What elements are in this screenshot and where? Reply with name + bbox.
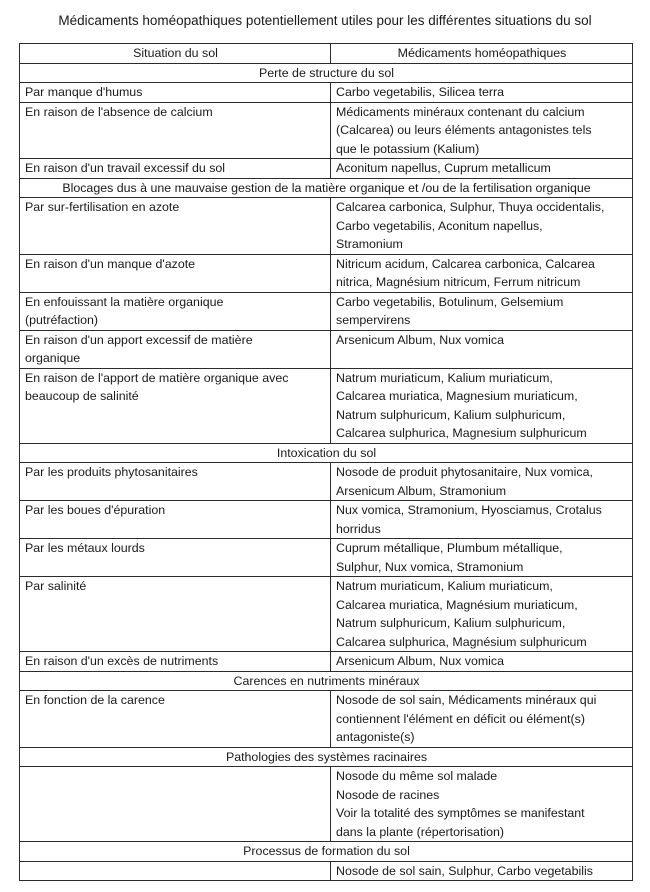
section-row (20, 178, 633, 198)
situation-cell (20, 501, 331, 539)
table-row (20, 330, 633, 368)
medicaments-cell (331, 159, 633, 179)
medicaments-line: Arsenicum Album, Stramonium (336, 483, 507, 498)
situation-cell (20, 83, 331, 103)
medicaments-line: Médicaments minéraux contenant du calcium (336, 104, 585, 119)
table-row (20, 198, 633, 255)
situation-cell (20, 198, 331, 255)
situation-line: En raison d'un excès de nutriments (25, 654, 219, 668)
situation-line: organique (25, 351, 81, 365)
section-row (20, 443, 633, 463)
medicaments-line: sempervirens (336, 313, 411, 327)
situation-cell (20, 292, 331, 330)
medicaments-line: Carbo vegetabilis, Botulinum, Gelsemium (336, 294, 564, 309)
medicaments-line: Calcarea sulphurica, Magnésium sulphuricum (336, 634, 587, 649)
section-heading: Pathologies des systèmes racinaires (20, 747, 633, 767)
medicaments-line: Nosode de sol sain, Sulphur, Carbo vegetabilis (336, 863, 593, 878)
medicaments-cell (331, 861, 633, 881)
medicaments-line: Calcarea carbonica, Sulphur, Thuya occidentalis, (336, 200, 605, 214)
situation-cell (20, 652, 331, 672)
situation-cell (20, 577, 331, 652)
table-row (20, 767, 633, 842)
table-row (20, 368, 633, 443)
situation-cell (20, 861, 331, 881)
section-heading: Carences en nutriments minéraux (20, 671, 633, 691)
medicaments-cell (331, 292, 633, 330)
medicaments-cell (331, 652, 633, 672)
section-heading: Intoxication du sol (20, 443, 633, 463)
document-title: Médicaments homéopathiques potentiellement utiles pour les différentes situations du sol (58, 13, 592, 28)
medicaments-line: Natrum muriaticum, Kalium muriaticum, (336, 579, 553, 593)
situation-line: En enfouissant la matière organique (25, 294, 224, 309)
situation-line: Par manque d'humus (25, 85, 143, 99)
situation-line: Par les boues d'épuration (25, 503, 166, 517)
medicaments-cell (331, 198, 633, 255)
situation-line: Par les produits phytosanitaires (25, 465, 198, 479)
table-row (20, 463, 633, 501)
situation-line: En raison de l'absence de calcium (25, 104, 213, 119)
medicaments-line: Nosode du même sol malade (336, 769, 498, 783)
table-body (20, 63, 633, 881)
medicaments-line: Nosode de produit phytosanitaire, Nux vomica, (336, 465, 593, 479)
situation-line: (putréfaction) (25, 313, 99, 327)
medicaments-line: Nosode de sol sain, Médicaments minéraux qui (336, 693, 597, 707)
medicaments-line: Aconitum napellus, Cuprum metallicum (336, 161, 551, 175)
situation-cell (20, 159, 331, 179)
section-heading: Processus de formation du sol (20, 842, 633, 862)
situation-cell (20, 539, 331, 577)
medicaments-line: contiennent l'élément en déficit ou élément(s) (336, 711, 585, 726)
medicaments-cell (331, 254, 633, 292)
column-header-situation: Situation du sol (20, 44, 331, 64)
medicaments-cell (331, 501, 633, 539)
medicaments-line: Calcarea muriatica, Magnésium muriaticum, (336, 597, 578, 612)
medicaments-line: Carbo vegetabilis, Silicea terra (336, 85, 505, 99)
medicaments-line: Natrum sulphuricum, Kalium sulphuricum, (336, 407, 566, 422)
situation-cell (20, 463, 331, 501)
medicaments-line: Natrum muriaticum, Kalium muriaticum, (336, 370, 553, 385)
medicaments-cell (331, 83, 633, 103)
situation-line: beaucoup de salinité (25, 389, 139, 403)
medicaments-line: Nux vomica, Stramonium, Hyosciamus, Crotalus (336, 503, 602, 517)
medicaments-cell (331, 330, 633, 368)
table-row (20, 501, 633, 539)
medicaments-line: Calcarea sulphurica, Magnesium sulphuricum (336, 426, 587, 440)
situation-line: En raison d'un apport excessif de matière (25, 332, 253, 347)
medicaments-line: Cuprum métallique, Plumbum métallique, (336, 541, 563, 555)
table-row (20, 102, 633, 159)
medicaments-line: Carbo vegetabilis, Aconitum napellus, (336, 218, 543, 233)
remedies-table (19, 43, 633, 881)
situation-cell (20, 691, 331, 748)
table-header-row (20, 44, 633, 64)
medicaments-cell (331, 691, 633, 748)
medicaments-line: Sulphur, Nux vomica, Stramonium (336, 559, 524, 574)
table-row (20, 292, 633, 330)
table-row (20, 159, 633, 179)
situation-line: En fonction de la carence (25, 693, 165, 707)
table-row (20, 652, 633, 672)
medicaments-cell (331, 767, 633, 842)
medicaments-line: Nitricum acidum, Calcarea carbonica, Calcarea (336, 256, 595, 271)
medicaments-line: Natrum sulphuricum, Kalium sulphuricum, (336, 616, 566, 630)
section-heading: Perte de structure du sol (20, 63, 633, 83)
table-row (20, 83, 633, 103)
table-row (20, 577, 633, 652)
medicaments-line: Nosode de racines (336, 787, 440, 802)
medicaments-line: dans la plante (répertorisation) (336, 824, 505, 839)
situation-cell (20, 767, 331, 842)
situation-line: En raison d'un travail excessif du sol (25, 161, 226, 175)
situation-line: Par les métaux lourds (25, 541, 145, 555)
medicaments-cell (331, 368, 633, 443)
section-row (20, 747, 633, 767)
section-row (20, 63, 633, 83)
situation-line: Par sur-fertilisation en azote (25, 200, 180, 214)
medicaments-cell (331, 577, 633, 652)
medicaments-line: Arsenicum Album, Nux vomica (336, 332, 505, 347)
medicaments-line: (Calcarea) ou leurs éléments antagonistes tels (336, 123, 592, 137)
situation-line: En raison d'un manque d'azote (25, 256, 196, 271)
table-row (20, 254, 633, 292)
medicaments-cell (331, 102, 633, 159)
situation-cell (20, 330, 331, 368)
medicaments-cell (331, 539, 633, 577)
medicaments-line: Stramonium (336, 237, 403, 251)
medicaments-line: Arsenicum Album, Nux vomica (336, 654, 505, 668)
table-row (20, 861, 633, 881)
situation-cell (20, 254, 331, 292)
medicaments-line: que le potassium (Kalium) (336, 141, 480, 156)
medicaments-line: Calcarea muriatica, Magnesium muriaticum, (336, 389, 578, 403)
table-row (20, 691, 633, 748)
situation-line: Par salinité (25, 579, 87, 593)
column-header-medicaments: Médicaments homéopathiques (331, 44, 633, 64)
medicaments-line: antagoniste(s) (336, 730, 415, 744)
situation-line: En raison de l'apport de matière organique avec (25, 370, 289, 385)
medicaments-line: nitrica, Magnésium nitricum, Ferrum nitricum (336, 275, 581, 289)
section-row (20, 671, 633, 691)
table-row (20, 539, 633, 577)
situation-cell (20, 102, 331, 159)
medicaments-line: horridus (336, 521, 381, 536)
section-heading: Blocages dus à une mauvaise gestion de la matière organique et /ou de la fertilisation organique (20, 178, 633, 198)
medicaments-line: Voir la totalité des symptômes se manifestant (336, 806, 585, 820)
situation-cell (20, 368, 331, 443)
section-row (20, 842, 633, 862)
medicaments-cell (331, 463, 633, 501)
